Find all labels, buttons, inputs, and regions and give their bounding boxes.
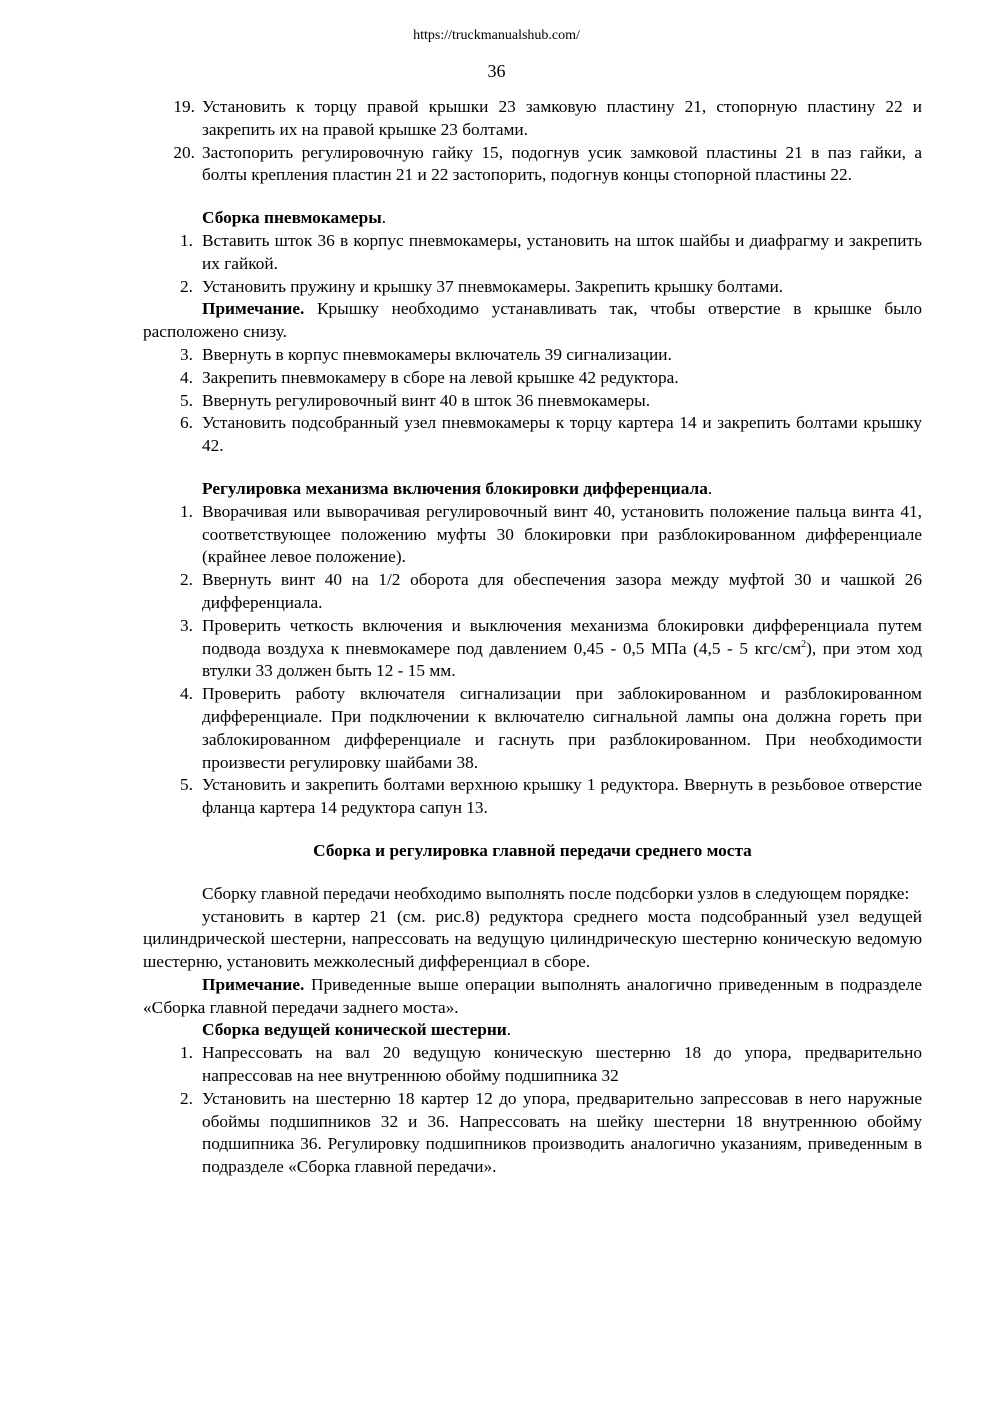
list-item-text: Вставить шток 36 в корпус пневмокамеры, установить на шток шайбы и диафрагму и закрепить их гайкой.: [202, 230, 922, 273]
list-item: [143, 230, 922, 276]
list-item-number: 2.: [180, 570, 193, 590]
list-item-text: Проверить четкость включения и выключения механизма блокировки дифференциала путем подвода воздуха к пневмокамере под давлением 0,45 - 0,5 МПа (4,5 - 5 кгс/см: [202, 615, 922, 658]
list-item-text: Установить к торцу правой крышки 23 замковую пластину 21, стопорную пластину 22 и закрепить их на правой крышке 23 болтами.: [202, 97, 922, 139]
list-item: [143, 569, 922, 615]
source-url[interactable]: https://truckmanualshub.com/: [413, 28, 580, 43]
list-item: [143, 1042, 922, 1088]
list-item-number: 2.: [180, 1088, 193, 1108]
list-item-number: 5.: [180, 390, 193, 410]
superscript: 2: [801, 638, 807, 650]
heading-period: .: [506, 1020, 512, 1040]
note-paragraph: [143, 974, 922, 1020]
list-item: [143, 412, 922, 458]
list-item: [143, 1088, 922, 1179]
heading-period: .: [381, 208, 387, 228]
list-item-number: 3.: [180, 344, 193, 364]
list-item: [143, 142, 922, 188]
paragraph: Сборку главной передачи необходимо выполнять после подсборки узлов в следующем порядке:: [202, 883, 910, 903]
page-content: [143, 96, 922, 1179]
heading-period: .: [707, 478, 713, 498]
note-label: Примечание.: [202, 974, 305, 994]
list-item: [143, 683, 922, 774]
section-heading-adjust: [143, 478, 922, 501]
list-item-number: 6.: [180, 413, 193, 433]
note-text: Приведенные выше операции выполнять аналогично приведенным в подразделе «Сборка главной передачи заднего моста».: [143, 974, 922, 1017]
list-item-text: Вворачивая или выворачивая регулировочный винт 40, установить положение пальца винта 41, соответствующее положению муфты 30 блокировки при разблокированном дифференциале (крайнее левое положение).: [202, 501, 922, 567]
list-item-number: 4.: [180, 684, 193, 704]
list-item-number: 1.: [180, 230, 193, 250]
heading-text: Сборка пневмокамеры: [202, 208, 382, 228]
list-item-text: Напрессовать на вал 20 ведущую коническую шестерню 18 до упора, предварительно напрессовав на нее внутреннюю обойму подшипника 32: [202, 1043, 922, 1086]
list-item: [143, 615, 922, 683]
list-item-number: 5.: [180, 775, 193, 795]
list-item-text: Закрепить пневмокамеру в сборе на левой крышке 42 редуктора.: [202, 367, 679, 387]
heading-text: Сборка ведущей конической шестерни: [202, 1020, 507, 1040]
list-item-text: Проверить работу включателя сигнализации при заблокированном и разблокированном дифференциале. При подключении к включателю сигнальной лампы она должна гореть при заблокированном дифференциале и гаснуть при разблокированном. При необходимости произвести регулировку шайбами 38.: [202, 684, 922, 772]
list-item: [143, 774, 922, 820]
heading-text: Регулировка механизма включения блокировки дифференциала: [202, 478, 708, 498]
list-item-text: Ввернуть регулировочный винт 40 в шток 36 пневмокамеры.: [202, 390, 651, 410]
note-paragraph: [143, 298, 922, 344]
list-item-text-cont: ), при этом ход втулки 33 должен быть 12 - 15 мм.: [202, 638, 922, 681]
paragraph: установить в картер 21 (см. рис.8) редуктора среднего моста подсобранный узел ведущей цилиндрической шестерни, напрессовать на ведущую цилиндрическую шестерню коническую ведомую шестерню, установить межколесный дифференциал в сборе.: [143, 906, 922, 972]
list-item-number: 2.: [180, 276, 193, 296]
list-item-text: Застопорить регулировочную гайку 15, подогнув усик замковой пластины 21 в паз гайки, а болты крепления пластин 21 и 22 застопорить, подогнув концы стопорной пластины 22.: [202, 142, 922, 185]
list-item-text: Установить на шестерню 18 картер 12 до упора, предварительно запрессовав в него наружные обоймы подшипников 32 и 36. Напрессовать на шейку шестерни 18 внутреннюю обойму подшипника 36. Регулировку подшипников производить аналогично указаниям, приведенным в подразделе «Сборка главной передачи».: [202, 1088, 922, 1177]
section-title-middle-axle: Сборка и регулировка главной передачи среднего моста: [313, 840, 752, 860]
subsection-heading: [143, 1019, 922, 1042]
note-text: Крышку необходимо устанавливать так, чтобы отверстие в крышке было расположено снизу.: [143, 299, 922, 342]
list-item: [143, 276, 922, 299]
list-item: [143, 501, 922, 569]
list-item-number: 3.: [180, 615, 193, 635]
list-item-number: 20.: [173, 142, 195, 162]
list-item-text: Установить и закрепить болтами верхнюю крышку 1 редуктора. Ввернуть в резьбовое отверстие фланца картера 14 редуктора сапун 13.: [202, 775, 922, 818]
note-label: Примечание.: [202, 299, 305, 319]
list-item-number: 1.: [180, 1043, 193, 1063]
page-number: 36: [487, 61, 506, 81]
list-item: [143, 390, 922, 413]
list-item-number: 19.: [173, 97, 195, 116]
section-heading-pneumo: [143, 207, 922, 230]
list-item: [143, 344, 922, 367]
list-item: [143, 96, 922, 142]
list-item-text: Ввернуть в корпус пневмокамеры включатель 39 сигнализации.: [202, 344, 672, 364]
list-item-text: Ввернуть винт 40 на 1/2 оборота для обеспечения зазора между муфтой 30 и чашкой 26 дифференциала.: [202, 570, 922, 612]
list-item-number: 1.: [180, 501, 193, 521]
list-item-text: Установить пружину и крышку 37 пневмокамеры. Закрепить крышку болтами.: [202, 276, 784, 296]
list-item-number: 4.: [180, 367, 193, 387]
list-item-text: Установить подсобранный узел пневмокамеры к торцу картера 14 и закрепить болтами крышку 42.: [202, 413, 922, 456]
list-item: [143, 367, 922, 390]
